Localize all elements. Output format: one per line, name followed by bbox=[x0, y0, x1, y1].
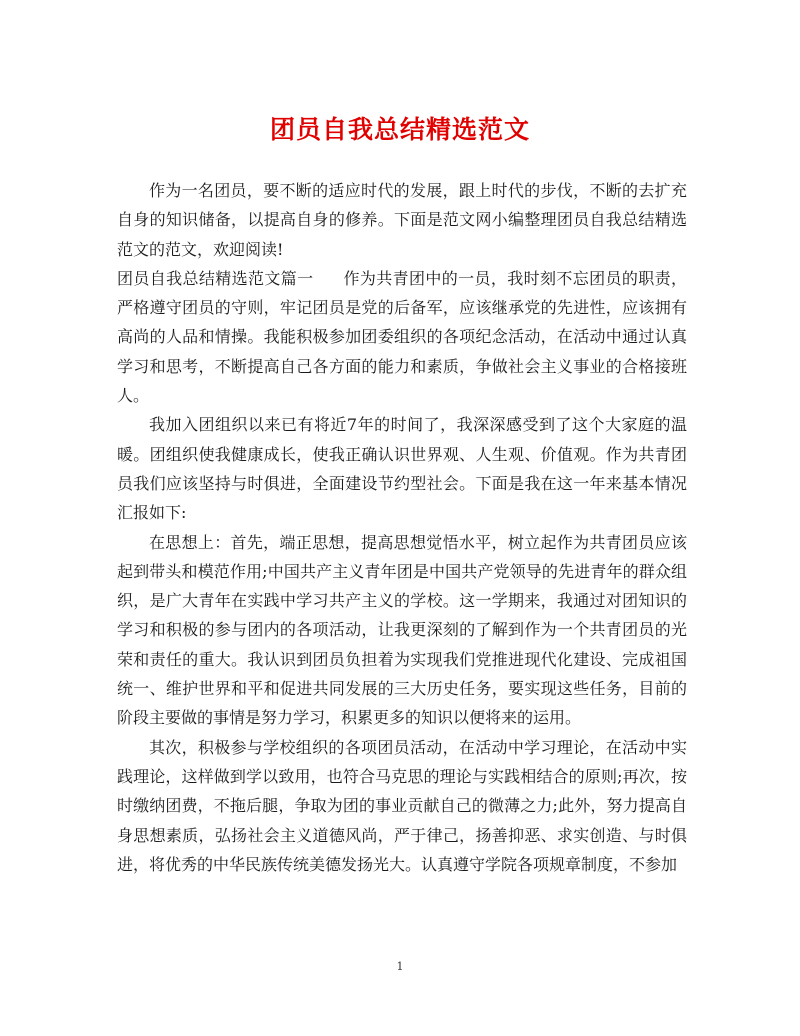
document-body bbox=[117, 176, 687, 879]
paragraph-3: 在思想上：首先，端正思想，提高思想觉悟水平，树立起作为共青团员应该起到带头和模范作用;中国共产主义青年团是中国共产党领导的先进青年的群众组织，是广大青年在实践中学习共产主义的学校。这一学期来，我通过对团知识的学习和积极的参与团内的各项活动，让我更深刻的了解到作为一个共青团员的光荣和责任的重大。我认识到团员负担着为实现我们党推进现代化建设、完成祖国统一、维护世界和平和促进共同发展的三大历史任务，要实现这些任务，目前的阶段主要做的事情是努力学习，积累更多的知识以便将来的运用。 bbox=[117, 532, 687, 728]
paragraph-4: 其次，积极参与学校组织的各项团员活动，在活动中学习理论，在活动中实践理论，这样做到学以致用，也符合马克思的理论与实践相结合的原则;再次，按时缴纳团费，不拖后腿，争取为团的事业贡献自己的微薄之力;此外，努力提高自身思想素质，弘扬社会主义道德风尚，严于律己，扬善抑恶、求实创造、与时俱进，将优秀的中华民族传统美德发扬光大。认真遵守学院各项规章制度，不参加 bbox=[117, 737, 687, 874]
paragraph-2: 我加入团组织以来已有将近7年的时间了，我深深感受到了这个大家庭的温暖。团组织使我健康成长，使我正确认识世界观、人生观、价值观。作为共青团员我们应该坚持与时俱进，全面建设节约型社会。下面是我在这一年来基本情况汇报如下: bbox=[117, 415, 687, 523]
intro-paragraph: 作为一名团员，要不断的适应时代的发展，跟上时代的步伐，不断的去扩充自身的知识储备，以提高自身的修养。下面是范文网小编整理团员自我总结精选范文的范文，欢迎阅读! bbox=[117, 181, 687, 259]
page-number: 1 bbox=[396, 960, 404, 973]
section-paragraph bbox=[117, 264, 687, 410]
document-title: 团员自我总结精选范文 bbox=[269, 115, 530, 144]
section-heading: 团员自我总结精选范文篇一 bbox=[117, 268, 314, 288]
section-first-text: 作为共青团中的一员，我时刻不忘团员的职责，严格遵守团员的守则，牢记团员是党的后备军，应该继承党的先进性，应该拥有高尚的人品和情操。我能积极参加团委组织的各项纪念活动，在活动中通过认真学习和思考，不断提高自己各方面的能力和素质，争做社会主义事业的合格接班人。 bbox=[117, 268, 687, 406]
